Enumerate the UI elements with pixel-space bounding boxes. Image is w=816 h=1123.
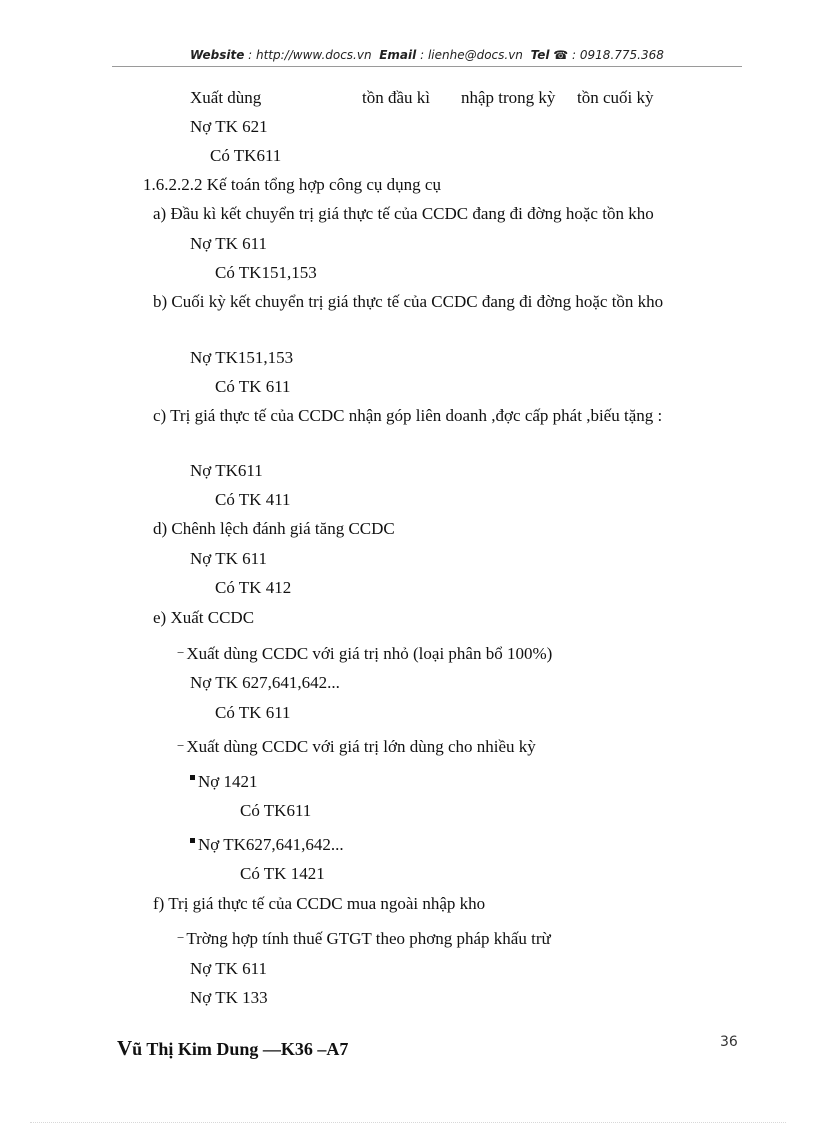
text-line [177,929,551,950]
text-line: Có TK611 [240,801,312,820]
email-label: Email [379,48,417,62]
phone-icon: ☎ [553,48,569,62]
website-label: Website [190,48,245,62]
author-initial: V [117,1036,133,1060]
text-segment: Xuất dùng CCDC với giá trị nhỏ (loại phân bổ 100%) [186,644,553,663]
text-line: e) Xuất CCDC [153,608,255,627]
text-segment: tồn đầu kì [362,88,430,107]
text-line: Có TK151,153 [215,263,317,282]
text-line: d) Chênh lệch đánh giá tăng CCDC [153,519,395,538]
text-line [177,644,552,665]
text-paragraph: b) Cuối kỳ kết chuyển trị giá thực tế của CCDC đang đi đờng hoặc tồn kho [153,292,664,311]
author-footer [117,1036,348,1061]
text-line [190,835,344,855]
website-url[interactable]: http://www.docs.vn [256,48,372,62]
text-segment: Trờng hợp tính thuế GTGT theo phơng pháp khấu trừ [186,929,551,948]
text-segment: nhập trong kỳ [461,88,556,107]
author-name-rest: ũ Thị Kim Dung —K36 –A7 [132,1039,349,1059]
text-line: Nợ TK 621 [190,117,268,136]
text-line [177,737,536,758]
dash-bullet-icon: − [177,930,185,945]
email-sep: : [416,48,428,62]
tel-value: 0918.775.368 [579,48,664,62]
text-segment: Xuất dùng CCDC với giá trị lớn dùng cho nhiều kỳ [186,737,536,756]
dash-bullet-icon: − [177,738,185,753]
text-segment: Nợ TK627,641,642... [198,835,344,854]
text-line: Có TK 1421 [240,864,325,883]
text-paragraph: c) Trị giá thực tế của CCDC nhận góp liên doanh ,đợc cấp phát ,biếu tặng : [153,406,663,425]
text-line [190,772,258,792]
text-line: Nợ TK 611 [190,234,267,253]
text-line: Có TK 412 [215,578,292,597]
tel-sep: : [568,48,580,62]
tel-label: Tel [530,48,550,62]
text-line: a) Đầu kì kết chuyển trị giá thực tế của CCDC đang đi đờng hoặc tồn kho [153,204,654,223]
header-divider [112,66,742,67]
text-line: Nợ TK 611 [190,549,267,568]
text-line: Có TK 611 [215,377,291,396]
text-line: Có TK611 [210,146,282,165]
text-line: f) Trị giá thực tế của CCDC mua ngoài nhập kho [153,894,486,913]
text-segment: tồn cuối kỳ [577,88,654,107]
section-heading: 1.6.2.2.2 Kế toán tổng hợp công cụ dụng cụ [143,175,441,194]
text-line: Nợ TK611 [190,461,263,480]
text-line: Nợ TK151,153 [190,348,294,367]
page-header [190,48,710,62]
website-sep: : [244,48,256,62]
square-bullet-icon [190,838,195,843]
text-line: Nợ TK 627,641,642... [190,673,340,692]
text-line: Nợ TK 611 [190,959,267,978]
text-segment: Nợ 1421 [198,772,258,791]
text-line: Nợ TK 133 [190,988,268,1007]
text-line: Có TK 411 [215,490,291,509]
text-line: Có TK 611 [215,703,291,722]
email-value[interactable]: lienhe@docs.vn [427,48,523,62]
text-line [190,88,654,108]
dash-bullet-icon: − [177,645,185,660]
text-segment: Xuất dùng [190,88,262,107]
square-bullet-icon [190,775,195,780]
page-number: 36 [720,1034,738,1050]
